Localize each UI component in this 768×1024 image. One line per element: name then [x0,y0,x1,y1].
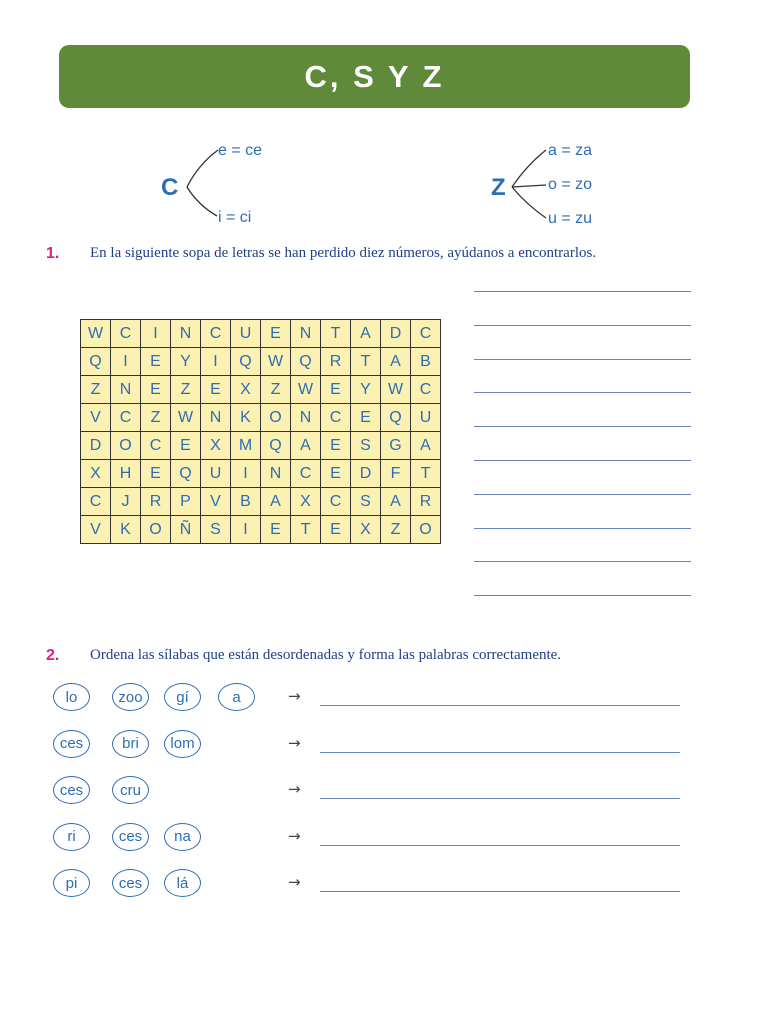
syllable-bubble: lá [164,869,201,897]
grid-cell[interactable]: V [201,488,231,516]
write-line[interactable] [320,752,680,753]
write-line[interactable] [320,798,680,799]
grid-cell[interactable]: Z [261,376,291,404]
answer-line[interactable] [474,595,691,596]
grid-cell[interactable]: N [291,320,321,348]
syllable-bubble: ces [53,776,90,804]
grid-cell[interactable]: X [201,432,231,460]
grid-cell[interactable]: C [111,404,141,432]
answer-line[interactable] [474,392,691,393]
grid-cell[interactable]: F [381,460,411,488]
answer-line[interactable] [474,561,691,562]
grid-cell[interactable]: U [231,320,261,348]
exercise2-instruction: Ordena las sílabas que están desordenadas y forma las palabras correctamente. [90,647,562,663]
grid-cell[interactable]: E [171,432,201,460]
write-line[interactable] [320,705,680,706]
grid-cell[interactable]: C [111,320,141,348]
grid-cell[interactable]: W [381,376,411,404]
grid-row [81,516,441,544]
word-search-grid [80,319,441,544]
grid-cell[interactable]: C [411,376,441,404]
grid-cell[interactable]: Z [141,404,171,432]
grid-cell[interactable]: N [111,376,141,404]
answer-line[interactable] [474,359,691,360]
syllable-bubble: ces [112,869,149,897]
grid-cell[interactable]: Q [171,460,201,488]
grid-cell[interactable]: R [321,348,351,376]
grid-cell[interactable]: Z [171,376,201,404]
grid-cell[interactable]: A [351,320,381,348]
grid-cell[interactable]: E [261,320,291,348]
grid-cell[interactable]: W [291,376,321,404]
rule-c-bottom: i = ci [218,209,252,226]
grid-cell[interactable]: Z [381,516,411,544]
syllable-bubble: lom [164,730,201,758]
grid-cell[interactable]: A [291,432,321,460]
grid-row [81,348,441,376]
answer-line[interactable] [474,426,691,427]
syllable-bubble: na [164,823,201,851]
grid-cell[interactable]: D [351,460,381,488]
grid-cell[interactable]: C [321,404,351,432]
grid-cell[interactable]: N [261,460,291,488]
grid-cell[interactable]: Y [171,348,201,376]
grid-row [81,488,441,516]
grid-cell[interactable]: E [261,516,291,544]
grid-cell[interactable]: I [201,348,231,376]
grid-cell[interactable]: R [411,488,441,516]
answer-line[interactable] [474,494,691,495]
grid-row [81,460,441,488]
grid-cell[interactable]: W [81,320,111,348]
arrow-icon: → [288,733,301,752]
grid-cell[interactable]: U [201,460,231,488]
rule-z-top: a = za [548,142,593,159]
arrow-icon: → [288,826,301,845]
rule-z-bottom: u = zu [548,210,593,227]
grid-row [81,432,441,460]
write-line[interactable] [320,891,680,892]
grid-cell[interactable]: G [381,432,411,460]
grid-cell[interactable]: T [321,320,351,348]
grid-cell[interactable]: Q [381,404,411,432]
grid-cell[interactable]: J [111,488,141,516]
grid-cell[interactable]: T [291,516,321,544]
grid-cell[interactable]: S [351,432,381,460]
syllable-bubble: ces [53,730,90,758]
grid-cell[interactable]: I [141,320,171,348]
grid-cell[interactable]: A [381,348,411,376]
grid-cell[interactable]: E [321,376,351,404]
answer-line[interactable] [474,325,691,326]
grid-cell[interactable]: Q [261,432,291,460]
grid-cell[interactable]: V [81,516,111,544]
grid-cell[interactable]: K [231,404,261,432]
rule-z-middle: o = zo [548,176,593,193]
grid-cell[interactable]: Y [351,376,381,404]
grid-cell[interactable]: D [381,320,411,348]
grid-cell[interactable]: X [231,376,261,404]
exercise1-number: 1. [46,245,60,262]
grid-cell[interactable]: C [141,432,171,460]
syllable-bubble: ces [112,823,149,851]
rule-branches [0,0,768,240]
grid-row [81,404,441,432]
answer-line[interactable] [474,291,691,292]
grid-cell[interactable]: E [141,348,171,376]
grid-cell[interactable]: Q [231,348,261,376]
grid-cell[interactable]: O [141,516,171,544]
grid-cell[interactable]: N [201,404,231,432]
exercise1-instruction: En la siguiente sopa de letras se han perdido diez números, ayúdanos a encontrarlos. [90,245,597,261]
grid-cell[interactable]: I [231,460,261,488]
grid-cell[interactable]: C [411,320,441,348]
grid-cell[interactable]: W [261,348,291,376]
answer-line[interactable] [474,528,691,529]
grid-cell[interactable]: A [411,432,441,460]
grid-cell[interactable]: I [111,348,141,376]
grid-cell[interactable]: K [111,516,141,544]
grid-cell[interactable]: T [411,460,441,488]
grid-cell[interactable]: E [141,376,171,404]
grid-cell[interactable]: V [81,404,111,432]
rule-z-letter: Z [491,174,506,201]
grid-row [81,376,441,404]
syllable-bubble: lo [53,683,90,711]
arrow-icon: → [288,873,301,891]
grid-cell[interactable]: C [201,320,231,348]
grid-cell[interactable]: B [411,348,441,376]
syllable-bubble: ri [53,823,90,851]
syllable-bubble: pi [53,869,90,897]
grid-cell[interactable]: E [321,432,351,460]
grid-cell[interactable]: R [141,488,171,516]
grid-cell[interactable]: N [291,404,321,432]
rule-c-letter: C [161,174,179,201]
grid-cell[interactable]: E [351,404,381,432]
grid-cell[interactable]: A [261,488,291,516]
grid-cell[interactable]: O [261,404,291,432]
write-line[interactable] [320,845,680,846]
grid-cell[interactable]: X [291,488,321,516]
syllable-bubble: a [218,683,255,711]
syllable-bubble: bri [112,730,149,758]
rule-c-top: e = ce [218,142,263,159]
arrow-icon: → [288,780,301,798]
grid-cell[interactable]: E [201,376,231,404]
grid-cell[interactable]: Q [291,348,321,376]
syllable-bubble: gí [164,683,201,711]
grid-cell[interactable]: E [321,460,351,488]
grid-cell[interactable]: E [141,460,171,488]
grid-cell[interactable]: Z [81,376,111,404]
grid-cell[interactable]: N [171,320,201,348]
grid-cell[interactable]: X [81,460,111,488]
grid-cell[interactable]: I [231,516,261,544]
grid-cell[interactable]: C [291,460,321,488]
grid-cell[interactable]: W [171,404,201,432]
grid-cell[interactable]: U [411,404,441,432]
exercise2-number: 2. [46,647,60,664]
grid-cell[interactable]: M [231,432,261,460]
grid-cell[interactable]: Q [81,348,111,376]
grid-cell[interactable]: O [411,516,441,544]
grid-cell[interactable]: E [321,516,351,544]
answer-line[interactable] [474,460,691,461]
grid-cell[interactable]: S [351,488,381,516]
grid-cell[interactable]: T [351,348,381,376]
grid-cell[interactable]: H [111,460,141,488]
syllable-bubble: zoo [112,683,149,711]
grid-cell[interactable]: O [111,432,141,460]
grid-row [81,320,441,348]
arrow-icon: → [288,687,301,705]
grid-cell[interactable]: Ñ [171,516,201,544]
grid-cell[interactable]: A [381,488,411,516]
grid-cell[interactable]: S [201,516,231,544]
grid-cell[interactable]: C [321,488,351,516]
grid-cell[interactable]: D [81,432,111,460]
page-title: C, S Y Z [304,58,445,94]
grid-cell[interactable]: X [351,516,381,544]
grid-cell[interactable]: P [171,488,201,516]
grid-cell[interactable]: C [81,488,111,516]
syllable-bubble: cru [112,776,149,804]
grid-cell[interactable]: B [231,488,261,516]
